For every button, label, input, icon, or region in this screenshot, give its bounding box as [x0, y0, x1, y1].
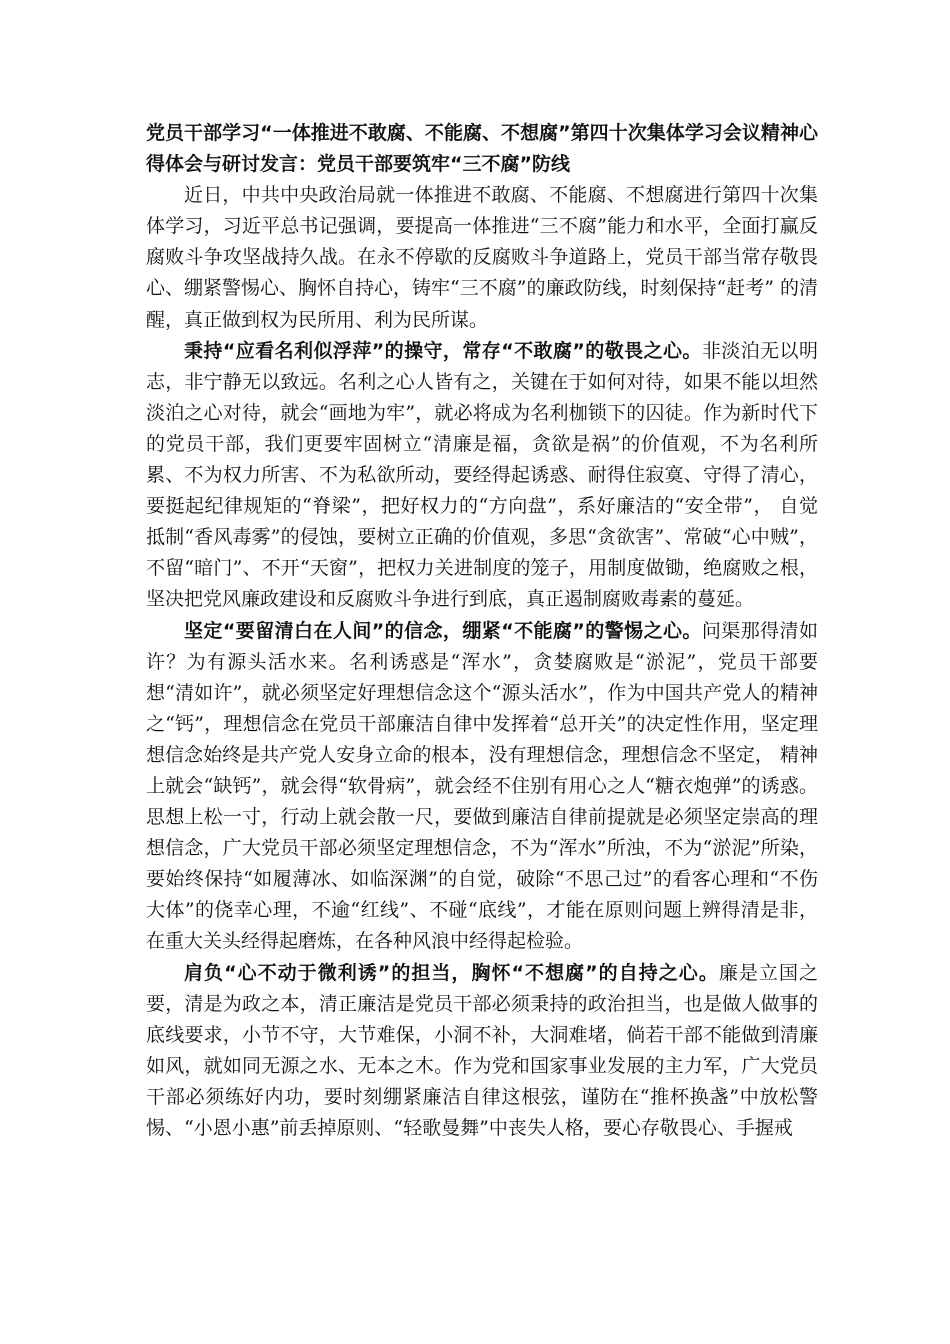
- paragraph-section-3: [146, 958, 818, 1145]
- paragraph-intro: [146, 180, 818, 335]
- paragraph-body: 问渠那得清如许？为有源头活水来。名利诱惑是“浑水”，贪婪腐败是“淤泥”，党员干部要想“清如许”，就必须坚定好理想信念这个“源头活水”，作为中国共产党人的精神之“钙”，理想信念在党员干部廉洁自律中发挥着“总开关”的决定性作用，坚定理想信念始终是共产党人安身立命的根本，没有理想信念，理想信念不坚定， 精神上就会“缺钙”，就会得“软骨病”，就会经不住别有用心之人“糖衣炮弹”的诱惑。思想上松一寸，行动上就会散一尺，要做到廉洁自律前提就是必须坚定崇高的理想信念，广大党员干部必须坚定理想信念，不为“浑水”所浊，不为“淤泥”所染，要始终保持“如履薄冰、如临深渊”的自觉，破除“不思己过”的看客心理和“不伤大体”的侥幸心理，不逾“红线”、不碰“底线”，才能在原则问题上辨得清是非，在重大关头经得起磨炼，在各种风浪中经得起检验。: [146, 619, 818, 953]
- paragraph-lead: 肩负“心不动于微利诱”的担当，胸怀“不想腐”的自持之心。: [184, 961, 719, 984]
- paragraph-body: 廉是立国之要，清是为政之本，清正廉洁是党员干部必须秉持的政治担当，也是做人做事的底线要求，小节不守，大节难保，小洞不补，大洞难堵，倘若干部不能做到清廉如风，就如同无源之水、无本之木。作为党和国家事业发展的主力军，广大党员干部必须练好内功，要时刻绷紧廉洁自律这根弦，谨防在“推杯换盏”中放松警惕、“小恩小惠”前丢掉原则、“轻歌曼舞”中丧失人格，要心存敬畏心、手握戒: [146, 961, 818, 1139]
- paragraph-section-2: [146, 616, 818, 958]
- paragraph-body: 非淡泊无以明志，非宁静无以致远。名利之心人皆有之，关键在于如何对待，如果不能以坦然淡泊之心对待，就会“画地为牢”，就必将成为名利枷锁下的囚徒。作为新时代下的党员干部，我们更要牢固树立“清廉是福，贪欲是祸”的价值观，不为名利所累、不为权力所害、不为私欲所动，要经得起诱惑、耐得住寂寞、守得了清心，要挺起纪律规矩的“脊梁”，把好权力的“方向盘”，系好廉洁的“安全带”， 自觉抵制“香风毒雾”的侵蚀，要树立正确的价值观，多思“贪欲害”、常破“心中贼”，不留“暗门”、不开“天窗”，把权力关进制度的笼子，用制度做锄，绝腐败之根，坚决把党风廉政建设和反腐败斗争进行到底，真正遏制腐败毒素的蔓延。: [146, 339, 818, 611]
- document-title: 党员干部学习“一体推进不敢腐、不能腐、不想腐”第四十次集体学习会议精神心得体会与研讨发言：党员干部要筑牢“三不腐”防线: [146, 122, 818, 176]
- paragraph-lead: 秉持“应看名利似浮萍”的操守，常存“不敢腐”的敬畏之心。: [184, 339, 702, 362]
- paragraph-lead: 坚定“要留清白在人间”的信念，绷紧“不能腐”的警惕之心。: [184, 619, 702, 642]
- paragraph-section-1: [146, 336, 818, 616]
- paragraph-body: 近日，中共中央政治局就一体推进不敢腐、不能腐、不想腐进行第四十次集体学习，习近平总书记强调，要提高一体推进“三不腐”能力和水平，全面打赢反腐败斗争攻坚战持久战。在永不停歇的反腐败斗争道路上，党员干部当常存敬畏心、绷紧警惕心、胸怀自持心，铸牢“三不腐”的廉政防线，时刻保持“赶考” 的清醒，真正做到权为民所用、利为民所谋。: [146, 184, 818, 331]
- document-body: [146, 118, 818, 1144]
